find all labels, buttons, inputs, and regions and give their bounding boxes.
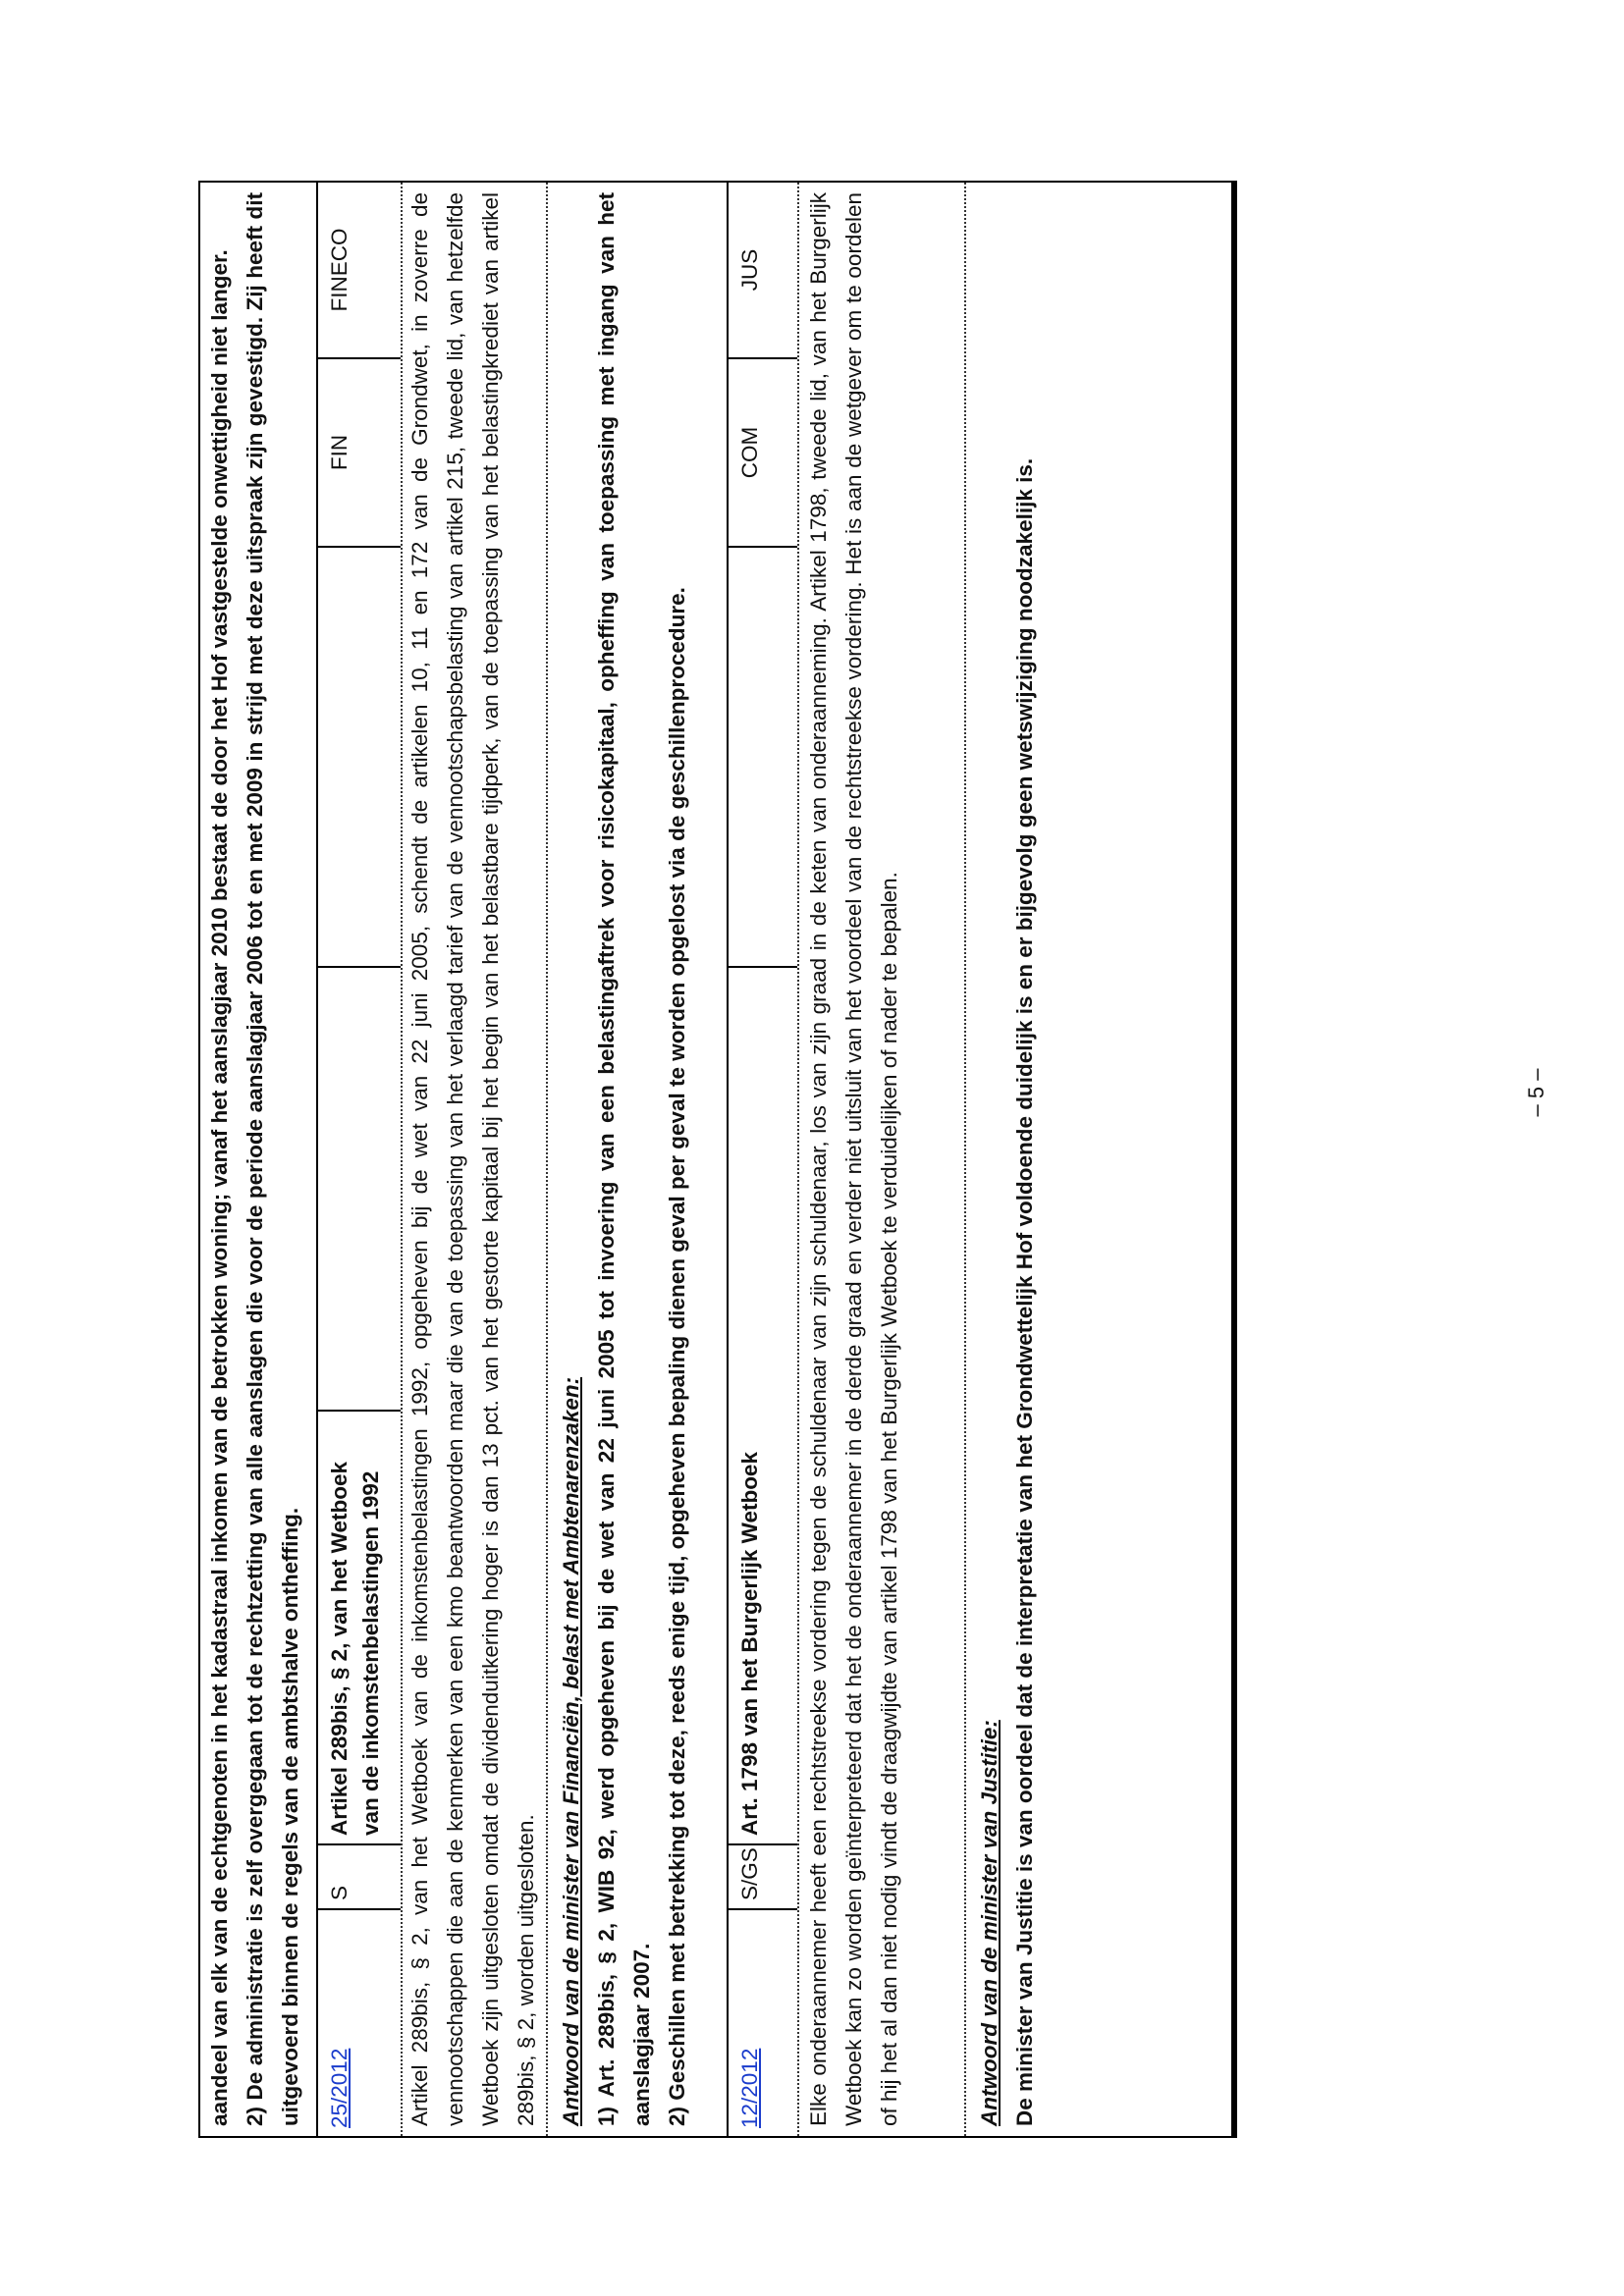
continuation-block xyxy=(202,183,308,2136)
case2-col-jus: JUS xyxy=(737,248,762,292)
continuation-para-2: 2) De administratie is zelf overgegaan tot de rechtzetting van alle aanslagen die voor de periode aanslagjaar 2006 tot en met 2009 in strijd met deze uitspraak zijn gevestigd. Zij heeft dit uitgevoerd binnen de regels van de ambtshalve ontheffing. xyxy=(243,192,302,2126)
case1-answer-1: 1) Art. 289bis, § 2, WIB 92, werd opgeheven bij de wet van 22 juni 2005 tot invoering van een belastingaftrek voor risicokapitaal, opheffing van toepassing met ingang van het aanslagjaar 2007. xyxy=(594,192,654,2126)
case1-answer-block xyxy=(554,183,695,2136)
case1-summary: Artikel 289bis, § 2, van het Wetboek van de inkomstenbelastingen 1992, opgeheven bij de wet van 22 juni 2005, schendt de artikelen 10, 11 en 172 van de Grondwet, in zoverre de vennootschappen die aan de kenmerken van een kmo beantwoorden maar die van de toepassing van het verlaagd tarief van de vennootschapsbelasting van artikel 215, tweede lid, van hetzelfde Wetboek zijn uitgesloten omdat de dividenduitkering hoger is dan 13 pct. van het gestorte kapitaal bij het begin van het belastbare tijdperk, van de toepassing van het belastingkrediet van artikel 289bis, § 2, worden uitgesloten. xyxy=(407,192,538,2126)
case1-col-fin: FIN xyxy=(327,434,352,471)
case1-col-fineco: FINECO xyxy=(327,228,352,312)
case2-summary-block xyxy=(801,183,907,2136)
case2-ref-link[interactable]: 12/2012 xyxy=(737,2048,762,2128)
case1-article: Artikel 289bis, § 2, van het Wetboek van de inkomstenbelastingen 1992 xyxy=(327,1462,383,1836)
case2-article: Art. 1798 van het Burgerlijk Wetboek xyxy=(737,1452,762,1836)
page-number: – 5 – xyxy=(1524,1068,1548,1117)
case1-header xyxy=(318,183,401,2136)
case2-header xyxy=(729,183,797,2136)
table-frame xyxy=(198,181,1237,2138)
case2-answer: De minister van Justitie is van oordeel dat de interpretatie van het Grondwettelijk Hof voldoende duidelijk is en er bijgevolg geen wetswijziging noodzakelijk is. xyxy=(1012,457,1037,2126)
case2-code: S/GS xyxy=(737,1847,762,1900)
dotted-separator xyxy=(964,183,966,2136)
dotted-separator xyxy=(797,183,799,2136)
continuation-para-1: aandeel van elk van de echtgenoten in het kadastraal inkomen van de betrokken woning; vanaf het aanslagjaar 2010 bestaat de door het Hof vastgestelde onwettigheid niet langer. xyxy=(207,249,232,2126)
case2-answer-block xyxy=(972,183,1043,2136)
case1-answer-heading: Antwoord van de minister van Financiën, belast met Ambtenarenzaken: xyxy=(559,1376,583,2126)
case2-summary: Elke onderaannemer heeft een rechtstreekse vordering tegen de schuldenaar van zijn schuldenaar, los van zijn graad in de keten van onderaanneming. Artikel 1798, tweede lid, van het Burgerlijk Wetboek kan zo worden geïnterpreteerd dat het de onderaannemer in de derde graad en verder niet uitsluit van het voordeel van de rechtstreekse vordering. Het is aan de wetgever om te oordelen of hij het al dan niet nodig vindt de draagwijdte van artikel 1798 van het Burgerlijk Wetboek te verduidelijken of nader te bepalen. xyxy=(806,192,901,2126)
dotted-separator xyxy=(546,183,548,2136)
case1-code: S xyxy=(327,1885,352,1900)
rotated-page xyxy=(198,181,1237,2138)
case2-answer-heading: Antwoord van de minister van Justitie: xyxy=(977,1720,1001,2126)
case1-ref-link[interactable]: 25/2012 xyxy=(327,2048,352,2128)
case1-summary-block xyxy=(403,183,544,2136)
case1-answer-2: 2) Geschillen met betrekking tot deze, reeds enige tijd, opgeheven bepaling dienen geval per geval te worden opgelost via de geschillenprocedure. xyxy=(665,587,689,2126)
case2-col-com: COM xyxy=(737,426,762,479)
